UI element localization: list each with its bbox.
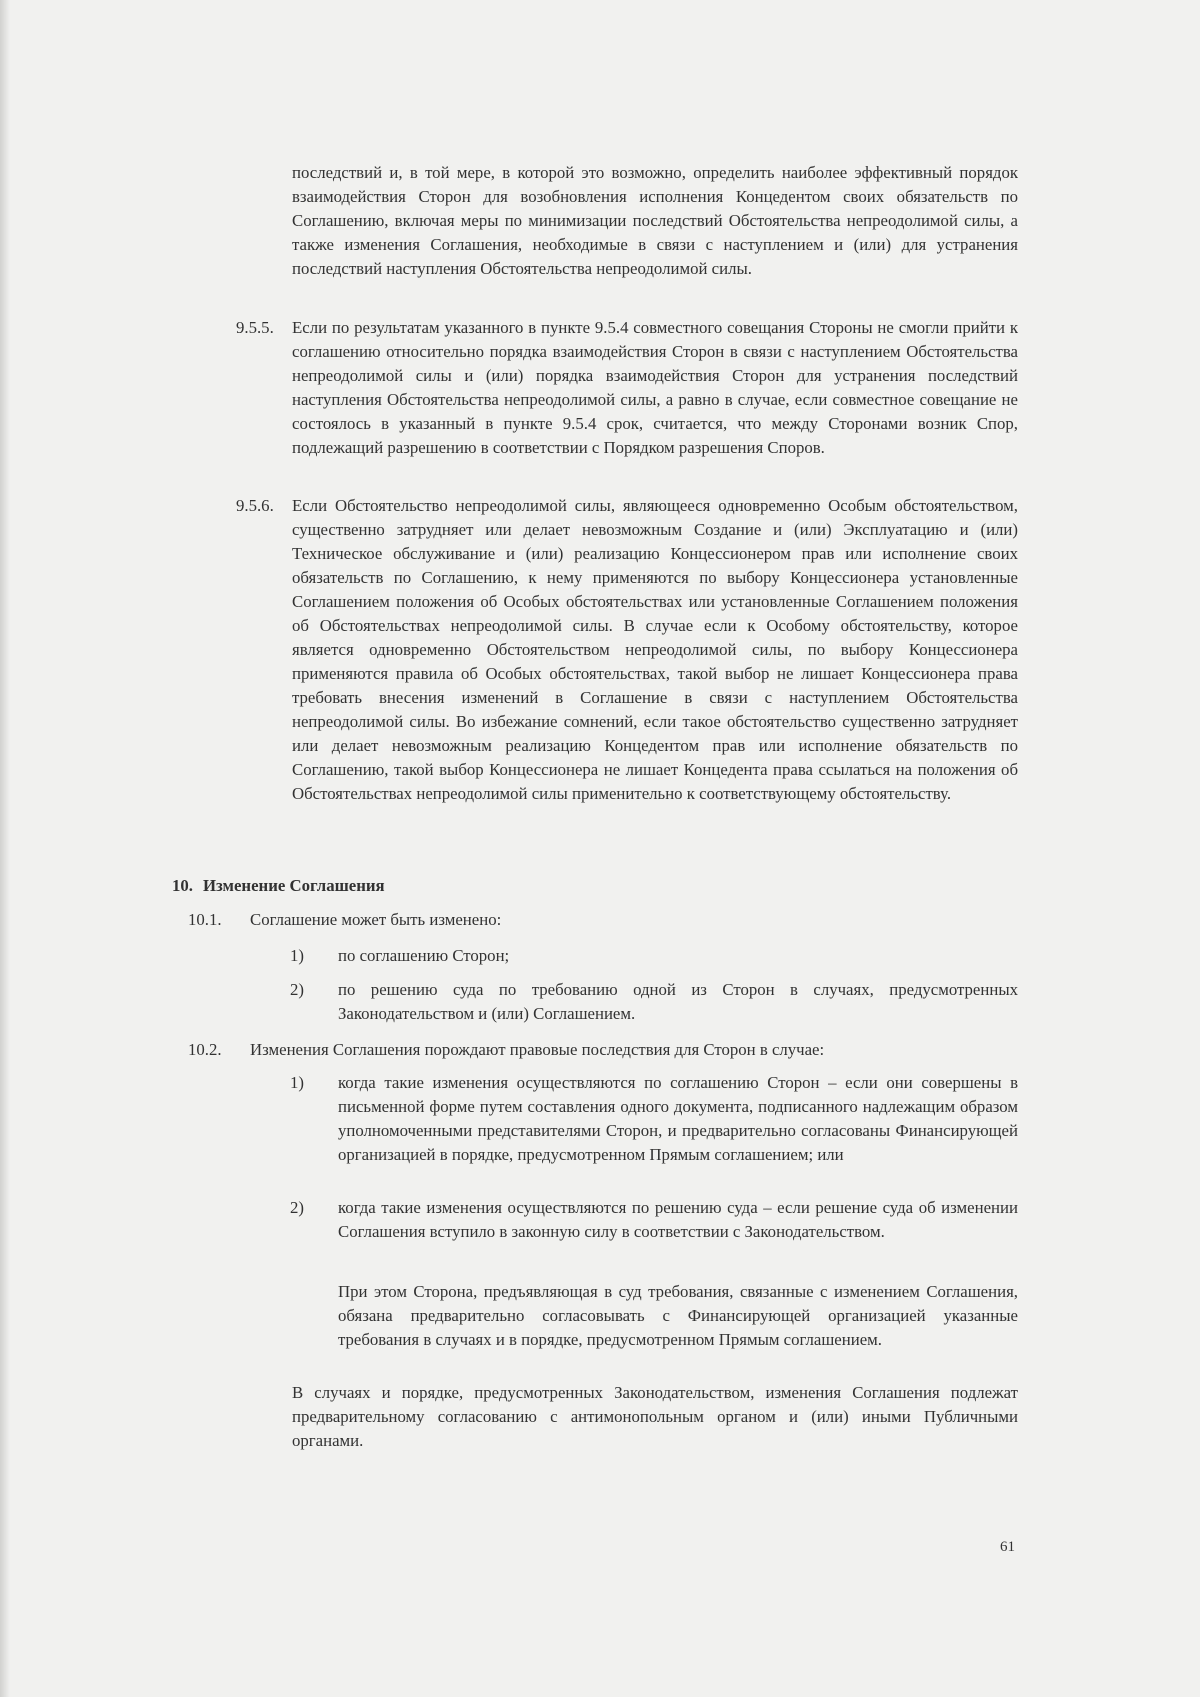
clause-number: 9.5.6. — [236, 496, 274, 515]
clause-text: Изменения Соглашения порождают правовые последствия для Сторон в случае: — [250, 1040, 825, 1059]
list-item-text: по соглашению Сторон; — [338, 946, 510, 965]
clause-number: 9.5.5. — [236, 318, 274, 337]
list-marker: 1) — [290, 1073, 304, 1092]
clause-text: Если Обстоятельство непреодолимой силы, являющееся одновременно Особым обстоятельством, существенно затрудняет или делает невозможным Создание и (или) Эксплуатацию и (или) Техническое обслуживание и (или) реализацию Концессионером прав или исполнение своих обязательств по Соглашению, к нему применяются по выбору Концессионера установленные Соглашением положения об Особых обстоятельствах или установленные Соглашением положения об Обстоятельствах непреодолимой силы. В случае если к Особому обстоятельству, которое является одновременно Обстоятельством непреодолимой силы, по выбору Концессионера применяются правила об Особых обстоятельствах, такой выбор не лишает Концессионера права требовать внесения изменений в Соглашение в связи с наступлением Обстоятельства непреодолимой силы. Во избежание сомнений, если такое обстоятельство существенно затрудняет или делает невозможным реализацию Концедентом прав или исполнение обязательств по Соглашению, такой выбор Концессионера не лишает Концедента права ссылаться на положения об Обстоятельствах непреодолимой силы применительно к соответствующему обстоятельству. — [292, 496, 1018, 803]
clause-10-1 — [188, 908, 501, 932]
list-item-text: когда такие изменения осуществляются по соглашению Сторон – если они совершены в письменной форме путем составления одного документа, подписанного надлежащим образом уполномоченными представителями Сторон, и предварительно согласованы Финансирующей организацией в порядке, предусмотренном Прямым соглашением; или — [338, 1073, 1018, 1164]
list-marker: 2) — [290, 1198, 304, 1217]
continuation-paragraph: последствий и, в той мере, в которой это возможно, определить наиболее эффективный порядок взаимодействия Сторон для возобновления исполнения Концедентом своих обязательств по Соглашению, включая меры по минимизации последствий Обстоятельства непреодолимой силы, а также изменения Соглашения, необходимые в связи с наступлением и (или) для устранения последствий наступления Обстоятельства непреодолимой силы. — [292, 163, 1018, 278]
note-paragraph: При этом Сторона, предъявляющая в суд требования, связанные с изменением Соглашения, обязана предварительно согласовывать с Финансирующей организацией указанные требования в случаях и в порядке, предусмотренном Прямым соглашением. — [338, 1282, 1018, 1349]
final-paragraph: В случаях и порядке, предусмотренных Законодательством, изменения Соглашения подлежат предварительному согласованию с антимонопольным органом и (или) иными Публичными органами. — [292, 1383, 1018, 1450]
clause-text: Соглашение может быть изменено: — [250, 910, 502, 929]
clause-10-2 — [188, 1038, 824, 1062]
list-item-text: по решению суда по требованию одной из Сторон в случаях, предусмотренных Законодательством и (или) Соглашением. — [338, 980, 1018, 1023]
section-heading — [172, 874, 385, 898]
section-number: 10. — [172, 876, 193, 895]
list-item-text: когда такие изменения осуществляются по решению суда – если решение суда об изменении Соглашения вступило в законную силу в соответствии с Законодательством. — [338, 1198, 1018, 1241]
list-marker: 2) — [290, 980, 304, 999]
section-title: Изменение Соглашения — [202, 876, 385, 895]
clause-number: 10.2. — [188, 1040, 222, 1059]
list-marker: 1) — [290, 946, 304, 965]
clause-text: Если по результатам указанного в пункте 9.5.4 совместного совещания Стороны не смогли прийти к соглашению относительно порядка взаимодействия Сторон в связи с наступлением Обстоятельства непреодолимой силы и (или) порядка взаимодействия Сторон для устранения последствий наступления Обстоятельства непреодолимой силы, а равно в случае, если совместное совещание не состоялось в указанный в пункте 9.5.4 срок, считается, что между Сторонами возник Спор, подлежащий разрешению в соответствии с Порядком разрешения Споров. — [292, 318, 1018, 457]
clause-number: 10.1. — [188, 910, 222, 929]
page-number: 61 — [1000, 1539, 1015, 1555]
scan-edge — [0, 0, 10, 1697]
